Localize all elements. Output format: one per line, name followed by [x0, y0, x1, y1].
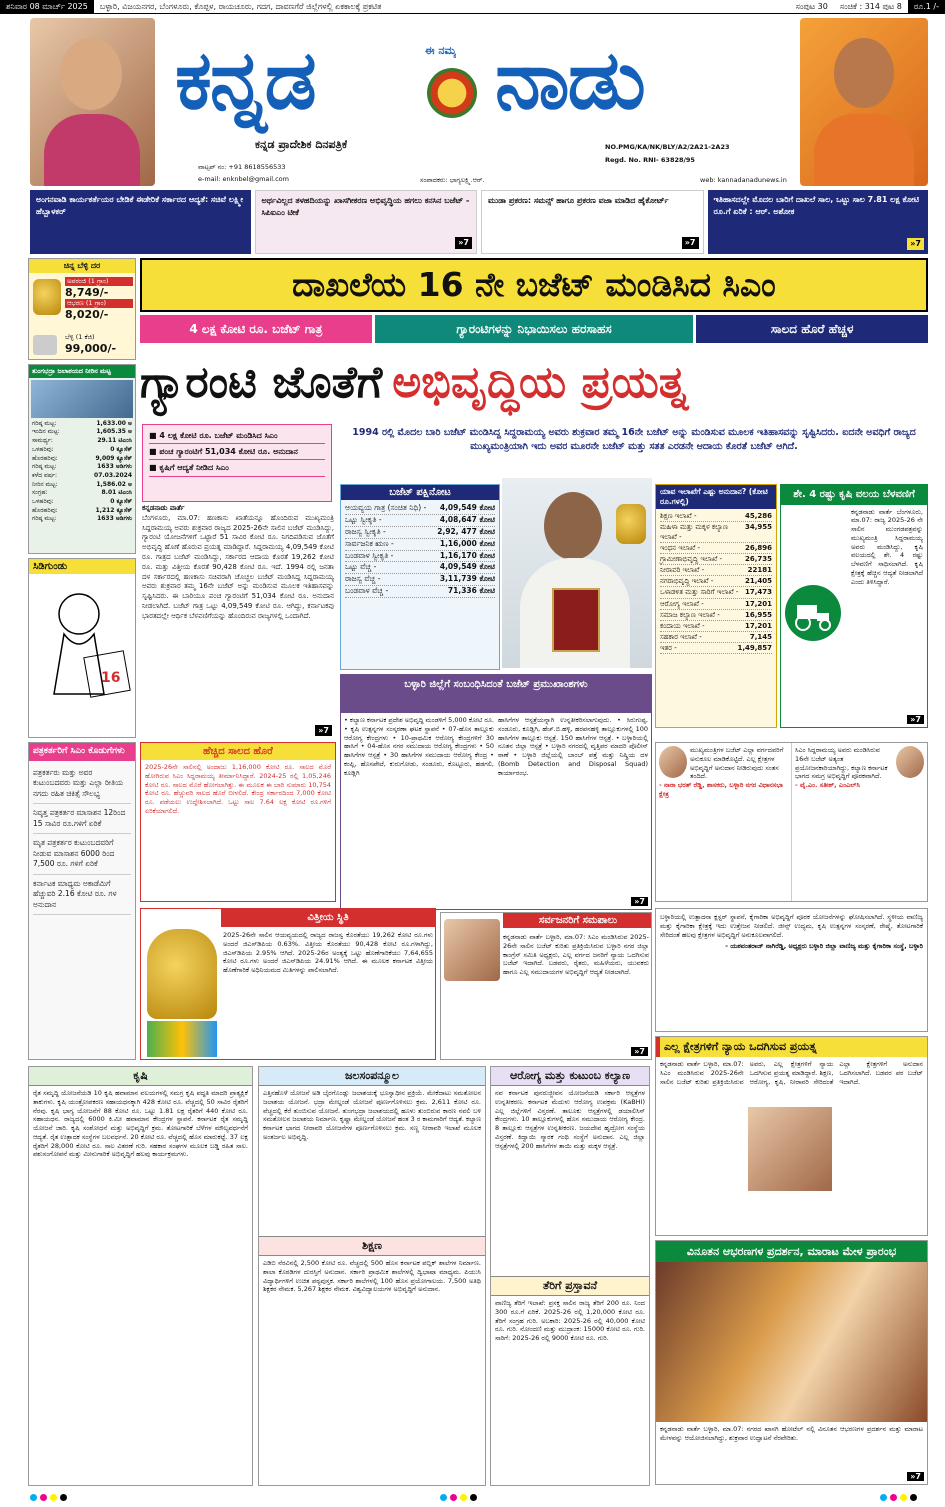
dam-row-value: 1,212 ಕ್ಯೂಸೆಕ್	[95, 506, 132, 514]
volume: ಸಂಪುಟ 30	[795, 2, 828, 11]
dam-row-label: ಹೊರಹರಿವು:	[32, 506, 58, 514]
dept-row-label: ಸಹಕಾರ ಇಲಾಖೆ -	[660, 633, 702, 642]
agri-growth-title: ಶೇ. 4 ರಷ್ಟು ಕೃಷಿ ವಲಯ ಬೆಳವಣಿಗೆ	[781, 485, 927, 505]
teaser-2[interactable]	[255, 190, 478, 254]
justice-box	[655, 1036, 928, 1236]
budget-row-value: 4,09,549 ಕೋಟಿ	[439, 562, 495, 572]
dam-row	[32, 437, 132, 446]
dam-row-value: 29.11 ಟಿಎಂಸಿ	[97, 437, 132, 445]
jewel-body: ಕನ್ನಡನಾಡು ವಾರ್ತೆ ಬಳ್ಳಾರಿ, ಮಾ.07: ನಗರದ ಖಾಸಗಿ ಹೋಟೆಲ್ ನಲ್ಲಿ ವಿನೂತನ ಆಭರಣಗಳ ಪ್ರದರ್ಶನ ಮತ್ತು ಮಾರಾಟ ಮೇಳವನ್ನು ಆಯೋಜಿಸಲಾಗಿದ್ದು, ಶುಕ್ರವಾರ ಉದ್ಘಾಟನೆ ನೆರವೇರಿತು.	[660, 1425, 923, 1443]
dam-row-value: 1,605.35 ಅ	[96, 428, 132, 436]
quote-1	[656, 743, 792, 901]
dam-row-value: 1633 ಅಡಿಗಳು	[97, 515, 132, 523]
dam-row-value: 1633 ಅಡಿಗಳು	[97, 463, 132, 471]
dept-row	[660, 576, 772, 587]
budget-row-value: 3,11,739 ಕೋಟಿ	[439, 574, 495, 584]
dept-row-value: 22181	[747, 566, 772, 575]
dam-row	[32, 428, 132, 437]
teaser-3[interactable]	[481, 190, 704, 254]
budget-row	[345, 503, 495, 515]
dept-row	[660, 632, 772, 643]
tractor-icon	[785, 585, 841, 641]
budget-row-label: ಒಟ್ಟು ವೆಚ್ಚ -	[345, 562, 377, 572]
dept-row-value: 1,49,857	[737, 644, 772, 653]
gold24-label: ಅಪರಂಜಿ (1 ಗ್ರಾಂ)	[65, 277, 133, 286]
health-section-body: ನವ ಕರ್ನಾಟಕ ಪುನರುಜ್ಜೀವನ ಯೋಜನೆಯಡಿ ಸರ್ಕಾರಿ ಆಸ್ಪತ್ರೆಗಳ ಉನ್ನತೀಕರಣ. ಕರ್ನಾಟಕ ಮೆದುಳು ಆರೋಗ್ಯ ಉಪಕ್ರಮ (KaBHI) ಎಲ್ಲ ಜಿಲ್ಲೆಗಳಿಗೆ ವಿಸ್ತರಣೆ. ತಾಲೂಕು ಆಸ್ಪತ್ರೆಗಳಲ್ಲಿ ಡಯಾಲಿಸಿಸ್ ಕೇಂದ್ರಗಳು. 10 ತಾಲ್ಲೂಕುಗಳಲ್ಲಿ ಹೊಸ ಸಮುದಾಯ ಆರೋಗ್ಯ ಕೇಂದ್ರ. 8 ತಾಲ್ಲೂಕು ಆಸ್ಪತ್ರೆಗಳ ಉನ್ನತೀಕರಣ. ಜಯದೇವ ಹೃದ್ರೋಗ ಸಂಸ್ಥೆಯ ವಿಸ್ತರಣೆ. ಕಿದ್ವಾಯಿ ಸ್ಮಾರಕ ಗಂಥಿ ಸಂಸ್ಥೆಗೆ ಅನುದಾನ. ಎಲ್ಲ ಜಿಲ್ಲಾ ಆಸ್ಪತ್ರೆಗಳಲ್ಲಿ 200 ಹಾಸಿಗೆಗಳ ತಾಯಿ ಮತ್ತು ಮಕ್ಕಳ ಆಸ್ಪತ್ರೆ.	[495, 1089, 645, 1150]
social-photo	[444, 919, 500, 981]
dept-row	[660, 543, 772, 554]
reporters-box	[28, 742, 136, 1060]
dam-row-label: ಹೊರಹರಿವು:	[32, 454, 58, 462]
dept-allocation-rows	[656, 509, 776, 657]
debt-title: ಹೆಚ್ಚಿದ ಸಾಲದ ಹೊರೆ	[141, 743, 335, 760]
dam-level-box	[28, 364, 136, 554]
reg-number-2: Regd. No. RNI- 63828/95	[605, 156, 695, 164]
dam-row	[32, 498, 132, 507]
quote-1-text: ಮುಖ್ಯಮಂತ್ರಿಗಳ ಬಜೆಟ್ ಎಲ್ಲಾ ವರ್ಗದವರಿಗೆ ಅನುಕೂಲ ಮಾಡಿಕೊಟ್ಟಿದೆ. ಎಲ್ಲ ಕ್ಷೇತ್ರಗಳ ಅಭಿವೃದ್ಧಿಗೆ ಅನುದಾನ ನೀಡಿರುವುದು ಸಂತಸ ತಂದಿದೆ.	[690, 746, 784, 781]
agri-section-title: ಕೃಷಿ	[29, 1067, 252, 1086]
budget-row-label: ರಾಜಸ್ವ ಸ್ವೀಕೃತಿ -	[345, 526, 386, 536]
ballari-col1: • ಕಲ್ಯಾಣ ಕರ್ನಾಟಕ ಪ್ರದೇಶ ಅಭಿವೃದ್ಧಿ ಮಂಡಳಿಗೆ 5,000 ಕೋಟಿ ರೂ. • ಕೃಷಿ ಉತ್ಪನ್ನಗಳ ಸಂಸ್ಕರಣಾ ಘಟಕ ಸ್ಥಾಪನೆ • 07-ಹೊಸ ತಾಲ್ಲೂಕು ಆರೋಗ್ಯ ಕೇಂದ್ರಗಳು • 10-ಪ್ರಾಥಮಿಕ ಆರೋಗ್ಯ ಕೇಂದ್ರಗಳಿಗೆ 30 ಹಾಸಿಗೆ • 04-ಹೊಸ ನಗರ ಸಮುದಾಯ ಆರೋಗ್ಯ ಕೇಂದ್ರಗಳು • 50 ಹಾಸಿಗೆಗಳ ಆಸ್ಪತ್ರೆ • 30 ಹಾಸಿಗೆಗಳ ಸಮುದಾಯ ಆರೋಗ್ಯ ಕೇಂದ್ರ • ಕಂಪ್ಲಿ, ಹೊಸಪೇಟೆ, ಕುರುಗೋಡು, ಸಂಡೂರು, ಕೊಟ್ಟೂರು, ಹಡಗಲಿ, ಕೂಡ್ಲಿಗಿ	[344, 716, 494, 777]
registration-marks-right	[880, 1494, 917, 1501]
agri-section-body: ರೈತ ಸಮೃದ್ಧಿ ಯೋಜನೆಯಡಿ 10 ಕೃಷಿ ಹವಾಮಾನ ವಲಯಗಳಲ್ಲಿ ಸಮಗ್ರ ಕೃಷಿ ಪದ್ಧತಿ ಮಾದರಿ ಪ್ರಾತ್ಯಕ್ಷಿಕೆ ತಾಕುಗಳು. ಕೃಷಿ ಯಂತ್ರೋಪಕರಣ ಸಹಾಯಧನಕ್ಕಾಗಿ 428 ಕೋಟಿ ರೂ. ವೆಚ್ಚದಲ್ಲಿ 50 ಸಾವಿರ ರೈತರಿಗೆ ನೆರವು. ಕೃಷಿ ಭಾಗ್ಯ ಯೋಜನೆಗೆ 88 ಕೋಟಿ ರೂ. ಒಟ್ಟು 1.81 ಲಕ್ಷ ರೈತರಿಗೆ 440 ಕೋಟಿ ರೂ. ಸಹಾಯಧನ. ರಾಜ್ಯದಲ್ಲಿ 6000 ಕಿ.ಮೀ ಹವಾಮಾನ ಕೇಂದ್ರಗಳ ಸ್ಥಾಪನೆ. ಕರ್ನಾಟಕ ರೈತ ಸಮೃದ್ಧಿ ಯೋಜನೆ ಜಾರಿ. ಕೃಷಿ ಸಂಶೋಧನೆ ಮತ್ತು ಅಭಿವೃದ್ಧಿಗೆ ಕ್ರಮ. ತೋಟಗಾರಿಕೆ ಬೆಳೆಗಳ ಮೌಲ್ಯವರ್ಧನೆಗೆ ಆದ್ಯತೆ. ರೈತ ಉತ್ಪಾದಕ ಸಂಸ್ಥೆಗಳ ಬಲವರ್ಧನೆ. 20 ಕೋಟಿ ರೂ. ವೆಚ್ಚದಲ್ಲಿ ಹೊಸ ಮಾರುಕಟ್ಟೆ. 37 ಲಕ್ಷ ರೈತರಿಗೆ 28,000 ಕೋಟಿ ರೂ. ಸಾಲ ವಿತರಣೆ ಗುರಿ. ಸಹಕಾರ ಸಂಘಗಳ ಮೂಲಕ ಬಡ್ಡಿ ರಹಿತ ಸಾಲ. ಪಶುಸಂಗೋಪನೆ ಮತ್ತು ಮೀನುಗಾರಿಕೆ ಅಭಿವೃದ್ಧಿಗೆ ಹಲವು ಕಾರ್ಯಕ್ರಮಗಳು.	[33, 1089, 248, 1159]
fiscal-title: ವಿತ್ತೀಯ ಸ್ಥಿತಿ	[221, 909, 435, 927]
dam-level-rows	[29, 420, 135, 524]
highlights-box	[142, 424, 332, 502]
gold-rate-box	[28, 258, 136, 360]
budget-row	[345, 562, 495, 574]
masthead-word-nadu: ನಾಡು	[495, 33, 644, 128]
minister-photo-right	[800, 18, 928, 186]
highlights-list	[143, 425, 331, 480]
dept-row-label: ಆರೋಗ್ಯ ಇಲಾಖೆ -	[660, 599, 704, 608]
intro-text: 1994 ರಲ್ಲಿ ಮೊದಲ ಬಾರಿ ಬಜೆಟ್ ಮಂಡಿಸಿದ್ದ ಸಿದ್ದರಾಮಯ್ಯ ಅವರು ಶುಕ್ರವಾರ ತಮ್ಮ 16ನೇ ಬಜೆಟ್ ಅನ್ನು ಮಂಡಿಸುವ ಮೂಲಕ ಇತಿಹಾಸವನ್ನು ಸೃಷ್ಟಿಸಿದರು. ಐದನೇ ಅವಧಿಗೆ ರಾಜ್ಯದ ಮುಖ್ಯಮಂತ್ರಿಯಾಗಿ ಇದು ಅವರ ಮೂರನೇ ಬಜೆಟ್ ಮತ್ತು ಸತತ ಎರಡನೇ ಆದಾಯ ಕೊರತೆ ಬಜೆಟ್ ಆಗಿದೆ.	[352, 427, 916, 453]
justice-photo	[748, 1107, 832, 1191]
jewel-ref: »7	[907, 1472, 924, 1481]
cartoon-title: ಸಿಡಿಗುಂಡು	[29, 559, 135, 574]
karnataka-emblem-icon	[427, 68, 477, 118]
dept-row-value: 26,896	[744, 543, 772, 552]
subhead-2: ಗ್ಯಾರಂಟಿಗಳನ್ನು ನಿಭಾಯಿಸಲು ಹರಸಾಹಸ	[375, 315, 694, 343]
dept-row-value: 17,201	[744, 621, 772, 630]
headline-2-part-a: ಗ್ಯಾರಂಟಿ ಜೊತೆಗೆ	[140, 356, 383, 408]
dam-row-label: ಕಳೆದ ವರ್ಷ:	[32, 471, 58, 479]
budget-row-value: 1,16,000 ಕೋಟಿ	[439, 538, 495, 548]
subhead-3: ಸಾಲದ ಹೊರೆ ಹೆಚ್ಚಳ	[696, 315, 928, 343]
dept-row	[660, 621, 772, 632]
whatsapp-number: ವಾಟ್ಸಪ್ ನಂ: +91 8618556533	[198, 163, 286, 171]
budget-row	[345, 586, 495, 598]
dept-row-value: 17,201	[744, 599, 772, 608]
dept-row-value: 17,473	[744, 588, 772, 597]
social-title: ಸರ್ವಜನರಿಗೆ ಸಮಪಾಲು	[503, 913, 652, 928]
headline-secondary	[140, 346, 928, 418]
dept-row-label: ಶಿಕ್ಷಣ ಇಲಾಖೆ -	[660, 511, 697, 520]
agri-section	[28, 1066, 253, 1486]
dept-row	[660, 610, 772, 621]
quote-1-avatar	[659, 746, 687, 778]
dept-row-value: 16,955	[744, 610, 772, 619]
gold22-label: ಆಭರಣ (1 ಗ್ರಾಂ)	[65, 299, 133, 308]
budget-row-value: 71,336 ಕೋಟಿ	[447, 586, 495, 596]
justice-body: ಕನ್ನಡನಾಡು ವಾರ್ತೆ ಬಳ್ಳಾರಿ, ಮಾ.07: ಸಿಎಂ ಮಂಡಿಸಿರುವ 2025-26ನೇ ಸಾಲಿನ ಬಜೆಟ್ ಕುರಿತು ಪ್ರತಿಕ್ರಿಯಿಸಿರುವ ಅವರು, ಎಲ್ಲ ಕ್ಷೇತ್ರಗಳಿಗೆ ನ್ಯಾಯ ಒದಗಿಸುವ ಪ್ರಯತ್ನ ಮಾಡಿದ್ದಾರೆ. ಶಿಕ್ಷಣ, ಆರೋಗ್ಯ, ಕೃಷಿ, ನೀರಾವರಿ ಸೇರಿದಂತೆ ಎಲ್ಲಾ ಕ್ಷೇತ್ರಗಳಿಗೆ ಅನುದಾನ ಒದಗಿಸಲಾಗಿದೆ. ಬಡವರ ಪರ ಬಜೆಟ್ ಇದಾಗಿದೆ.	[660, 1060, 923, 1086]
cartoon-caption: 16	[101, 670, 121, 686]
ballari-col2: ಹಾಸಿಗೆಗಳ ಆಸ್ಪತ್ರೆಯನ್ನಾಗಿ ಉನ್ನತೀಕರಿಸಲಾಗುವುದು. • ಸಿರುಗುಪ್ಪ, ಸಂಡೂರು, ಕೂಡ್ಲಿಗಿ, ಹೆಚ್.ಬಿ.ಹಳ್ಳಿ, ಹರಪನಹಳ್ಳಿ ತಾಲ್ಲೂಕುಗಳಲ್ಲಿ 100 ಹಾಸಿಗೆಗಳ ತಾಲ್ಲೂಕು ಆಸ್ಪತ್ರೆ. 150 ಹಾಸಿಗೆಗಳ ಆಸ್ಪತ್ರೆ. • ಬಳ್ಳಾರಿಯಲ್ಲಿ ನೂತನ ಜಿಲ್ಲಾ ಆಸ್ಪತ್ರೆ • ಬಳ್ಳಾರಿ ನಗರದಲ್ಲಿ ವೃತ್ತಿಪರ ಮಾದರಿ ಪೊಲೀಸ್ ಠಾಣೆ • ಬಳ್ಳಾರಿ ಜಿಲ್ಲೆಯಲ್ಲಿ ಬಾಂಬ್ ಪತ್ತೆ ಮತ್ತು ನಿಷ್ಕ್ರಿಯ ದಳ (Bomb Detection and Disposal Squad) ಕಾರ್ಯಾರಂಭ.	[498, 716, 648, 777]
budget-row	[345, 539, 495, 551]
teaser-1-text: ಅಂಗನವಾಡಿ ಕಾರ್ಯಕರ್ತೆಯರ ಬೇಡಿಕೆ ಈಡೇರಿಕೆ ಸರ್ಕಾರದ ಆದ್ಯತೆ: ಸಚಿವೆ ಲಕ್ಷ್ಮೀ ಹೆಬ್ಬಾಳಕರ್	[36, 195, 244, 216]
budget-row-value: 4,08,647 ಕೋಟಿ	[439, 514, 495, 524]
subhead-1: 4 ಲಕ್ಷ ಕೋಟಿ ರೂ. ಬಜೆಟ್ ಗಾತ್ರ	[140, 315, 372, 343]
editor-name: ಸಂಪಾದಕರು: ಭಾಗ್ಯಲಕ್ಷ್ಮಿ.ಆರ್.	[420, 176, 485, 184]
reporter-item: ನಿವೃತ್ತ ಪತ್ರಕರ್ತರ ಮಾಸಾಶನ 12ರಿಂದ 15 ಸಾವಿರ ರೂ.ಗಳಿಗೆ ಏರಿಕೆ	[33, 804, 131, 834]
fiscal-money-bag-icon	[147, 929, 217, 1019]
dept-row	[660, 587, 772, 598]
reporter-item: ಮೃತ ಪತ್ರಕರ್ತರ ಕುಟುಂಬದವರಿಗೆ ನೀಡುವ ಮಾಸಾಶನ 6000 ರಿಂದ 7,500 ರೂ. ಗಳಿಗೆ ಏರಿಕೆ	[33, 834, 131, 875]
website: web: kannadanadunews.in	[700, 176, 787, 184]
ballari-box	[340, 674, 652, 910]
budget-table-title: ಬಜೆಟ್ ಪಕ್ಷಿನೋಟ	[341, 485, 499, 500]
dept-row-value: 26,735	[744, 555, 772, 564]
dept-allocation-box	[655, 484, 777, 728]
reporters-list	[29, 761, 135, 919]
quote-2-text: ಸಿಎಂ ಸಿದ್ದರಾಮಯ್ಯ ಅವರು ಮಂಡಿಸಿರುವ 16ನೇ ಬಜೆಟ್ ಅತ್ಯಂತ ಪ್ರಯೋಜನಕಾರಿಯಾಗಿದ್ದು, ಕಲ್ಯಾಣ ಕರ್ನಾಟಕ ಭಾಗದ ಸಮಗ್ರ ಅಭಿವೃದ್ಧಿಗೆ ಪೂರಕವಾಗಿದೆ.	[795, 746, 888, 781]
quote-2	[792, 743, 927, 901]
ballari-title: ಬಳ್ಳಾರಿ ಜಿಲ್ಲೆಗೆ ಸಂಬಂಧಿಸಿದಂತೆ ಬಜೆಟ್ ಪ್ರಮುಖಾಂಶಗಳು	[341, 675, 651, 713]
education-section-body: ಎಡಿಬಿ ನೆರವಿನಲ್ಲಿ 2,500 ಕೋಟಿ ರೂ. ವೆಚ್ಚದಲ್ಲಿ 500 ಹೊಸ ಕರ್ನಾಟಕ ಪಬ್ಲಿಕ್ ಶಾಲೆಗಳ ನಿರ್ಮಾಣ. ಶಾಲಾ ಕೊಠಡಿಗಳ ದುರಸ್ತಿಗೆ ಅನುದಾನ. ಸರ್ಕಾರಿ ಪ್ರಾಥಮಿಕ ಶಾಲೆಗಳಲ್ಲಿ ದ್ವಿಭಾಷಾ ಮಾಧ್ಯಮ. ಪಿಯುಸಿ ವಿದ್ಯಾರ್ಥಿಗಳಿಗೆ ಉಚಿತ ಪಠ್ಯಪುಸ್ತಕ. ಸರ್ಕಾರಿ ಶಾಲೆಗಳಲ್ಲಿ 100 ಹೊಸ ಪ್ರಯೋಗಾಲಯ. 7,500 ಅತಿಥಿ ಶಿಕ್ಷಕರ ನೇಮಕ. 5,267 ಶಿಕ್ಷಕರ ನೇಮಕ. ವಿಶ್ವವಿದ್ಯಾಲಯಗಳ ಅಭಿವೃದ್ಧಿಗೆ ಅನುದಾನ.	[263, 1259, 481, 1294]
dept-row-label: ಗ್ರಾಮೀಣಾಭಿವೃದ್ಧಿ ಇಲಾಖೆ -	[660, 555, 723, 564]
cartoon-drawing	[29, 574, 135, 724]
lead-story	[142, 504, 334, 738]
gold24-price: 8,749/-	[65, 285, 109, 299]
silver-label: ಬೆಳ್ಳಿ (1 ಕೆಜಿ)	[65, 333, 95, 341]
issue-date: ಶನಿವಾರ 08 ಮಾರ್ಚ್ 2025	[0, 0, 94, 13]
teaser-1[interactable]	[30, 190, 251, 254]
budget-row	[345, 527, 495, 539]
fiscal-chart-icon	[147, 1021, 217, 1057]
reporters-title: ಪತ್ರಕರ್ತರಿಗೆ ಸಿಎಂ ಕೊಡುಗೆಗಳು	[29, 743, 135, 761]
dept-row-label: ಕಂದಾಯ ಇಲಾಖೆ -	[660, 621, 705, 630]
dam-row-label: ಒಳಹರಿವು:	[32, 445, 54, 453]
dept-row	[660, 599, 772, 610]
dept-row-label: ಮಹಿಳಾ ಮತ್ತು ಮಕ್ಕಳ ಕಲ್ಯಾಣ ಇಲಾಖೆ -	[660, 522, 728, 541]
highlight-item: ■ ಕೃಷಿಗೆ ಆದ್ಯತೆ ನೀಡಿದ ಸಿಎಂ	[149, 460, 325, 476]
budget-row-value: 4,09,549 ಕೋಟಿ	[439, 503, 495, 512]
reporter-item: ಕರ್ನಾಟಕ ಮಾಧ್ಯಮ ಅಕಾಡೆಮಿಗೆ ಹೆಚ್ಚುವರಿ 2.16 ಕೋಟಿ ರೂ. ಗಳ ಅನುದಾನ	[33, 875, 131, 916]
teaser-4-ref: »7	[907, 238, 924, 250]
highlight-item: ■ ಪಂಚ ಗ್ಯಾರಂಟಿಗೆ 51,034 ಕೋಟಿ ರೂ. ಅನುದಾನ	[149, 444, 325, 460]
budget-row	[345, 574, 495, 586]
registration-marks-center	[440, 1494, 477, 1501]
dam-row	[32, 455, 132, 464]
dept-row-label: ಸಮಾಜ ಕಲ್ಯಾಣ ಇಲಾಖೆ -	[660, 610, 720, 619]
dept-row-value: 21,405	[744, 577, 772, 586]
top-info-bar	[0, 0, 945, 14]
dam-photo	[31, 380, 133, 418]
budget-table	[340, 484, 500, 670]
budget-row-value: 2,92, 477 ಕೋಟಿ	[437, 526, 495, 536]
dam-row-label: ಇಂದಿನ ಮಟ್ಟ:	[32, 428, 60, 436]
chamber-by: - ಯಶವಂತರಾಜ್ ನಾಗಿರೆಡ್ಡಿ, ಅಧ್ಯಕ್ಷರು ಬಳ್ಳಾರಿ ಜಿಲ್ಲಾ ವಾಣಿಜ್ಯ ಮತ್ತು ಕೈಗಾರಿಕಾ ಸಂಸ್ಥೆ, ಬಳ್ಳಾರಿ	[725, 942, 923, 951]
dam-row	[32, 472, 132, 481]
water-section-body: ಎತ್ತಿನಹೊಳೆ ಯೋಜನೆ ಅಡಿ ಬೈರಗೊಂಡ್ಲು ಜಲಾಶಯಕ್ಕೆ ಭೂಸ್ವಾಧೀನ ಪ್ರಕ್ರಿಯೆ. ಮೇಕೆದಾಟು ಸಮತೋಲನ ಜಲಾಶಯ ಯೋಜನೆ. ಭದ್ರಾ ಮೇಲ್ದಂಡೆ ಯೋಜನೆ ಪೂರ್ಣಗೊಳಿಸಲು ಕ್ರಮ. 2,611 ಕೋಟಿ ರೂ. ವೆಚ್ಚದಲ್ಲಿ ಕೆರೆ ತುಂಬಿಸುವ ಯೋಜನೆ. ತುಂಗಭದ್ರಾ ಜಲಾಶಯದಲ್ಲಿ ಹೂಳು ತುಂಬಿರುವ ಕಾರಣ ನವಲಿ ಬಳಿ ಸಮತೋಲನ ಜಲಾಶಯ ನಿರ್ಮಾಣ. ಕೃಷ್ಣಾ ಮೇಲ್ದಂಡೆ ಯೋಜನೆ ಹಂತ 3 ರ ಕಾಮಗಾರಿಗೆ ಆದ್ಯತೆ. ಕಲ್ಯಾಣ ಕರ್ನಾಟಕ ಭಾಗದ ನೀರಾವರಿ ಯೋಜನೆಗಳ ಪೂರ್ಣಗೊಳಿಸಲು ಕ್ರಮ. ಸಣ್ಣ ನೀರಾವರಿ ಇಲಾಖೆ ಮೂಲಕ ಅಂತರ್ಜಲ ಅಭಿವೃದ್ಧಿ.	[263, 1089, 481, 1141]
water-section	[258, 1066, 486, 1486]
issue-number: ಸಂಚಿಕೆ : 314 ಪುಟ 8	[839, 2, 902, 11]
teaser-strip	[30, 190, 928, 254]
dept-row-label: ನೀರಾವರಿ ಇಲಾಖೆ -	[660, 566, 705, 575]
dam-row	[32, 446, 132, 455]
districts-line: ಬಳ್ಳಾರಿ, ವಿಜಯನಗರ, ಬೆಂಗಳೂರು, ಕೊಪ್ಪಳ, ರಾಯಚೂರು, ಗದಗ, ದಾವಣಗೆರೆ ಜಿಲ್ಲೆಗಳಲ್ಲಿ ಏಕಕಾಲಕ್ಕೆ ಪ್ರಕಟಿತ	[99, 2, 382, 11]
social-box	[440, 912, 652, 1060]
gold-rate-title: ಚಿನ್ನ ಬೆಳ್ಳಿ ದರ	[29, 259, 135, 273]
masthead	[165, 22, 775, 142]
dam-row-label: ಗರಿಷ್ಠ ಮಟ್ಟ:	[32, 515, 57, 523]
money-bag-icon	[616, 504, 646, 544]
budget-row	[345, 515, 495, 527]
masthead-subtitle: ಕನ್ನಡ ಪ್ರಾದೇಶಿಕ ದಿನಪತ್ರಿಕೆ	[255, 138, 348, 151]
budget-row-label: ರಾಜಸ್ವ ವೆಚ್ಚ -	[345, 574, 381, 584]
silver-bar-icon	[33, 335, 57, 355]
budget-row-label: ಸಾರ್ವಜನಿಕ ಋಣ -	[345, 538, 394, 548]
budget-row-label: ಬಂಡವಾಳ ಸ್ವೀಕೃತಿ -	[345, 550, 394, 560]
tax-section-title: ತೆರಿಗೆ ಪ್ರಸ್ತಾವನೆ	[491, 1276, 649, 1296]
email-address: e-mail: enknbel@gmail.com	[198, 175, 289, 183]
dam-row	[32, 515, 132, 524]
dam-title: ತುಂಗಭದ್ರಾ ಜಲಾಶಯದ ನೀರಿನ ಮಟ್ಟ	[29, 365, 135, 378]
health-section	[490, 1066, 650, 1486]
fiscal-body: 2025-26ನೇ ಸಾಲಿನ ಆಯವ್ಯಯದಲ್ಲಿ ರಾಜ್ಯದ ರಾಜಸ್ವ ಕೊರತೆಯು 19,262 ಕೋಟಿ ರೂ.ಗಳು ಅಂದರೆ ಜಿಎಸ್‌ಡಿಪಿಯ 0.63%. ವಿತ್ತೀಯ ಕೊರತೆಯು 90,428 ಕೋಟಿ ರೂ.ಗಳಾಗಿದ್ದು, ಜಿಎಸ್‌ಡಿಪಿಯ 2.95% ಆಗಿದೆ. 2025-26ರ ಅಂತ್ಯಕ್ಕೆ ಒಟ್ಟು ಹೊಣೆಗಾರಿಕೆಯು 7,64,655 ಕೋಟಿ ರೂ.ಗಳು ಅಂದರೆ ಜಿಎಸ್‌ಡಿಪಿಯ 24.91% ಆಗಿದೆ. ಈ ಮೂಲಕ ಕರ್ನಾಟಕ ವಿತ್ತೀಯ ಹೊಣೆಗಾರಿಕೆ ಅಧಿನಿಯಮದ ಮಿತಿಗಳನ್ನು ಪಾಲಿಸಲಾಗಿದೆ.	[223, 931, 433, 975]
water-section-title: ಜಲಸಂಪನ್ಮೂಲ	[259, 1067, 485, 1086]
dept-row-label: ಇಂಧನ ಇಲಾಖೆ -	[660, 543, 700, 552]
health-section-title: ಆರೋಗ್ಯ ಮತ್ತು ಕುಟುಂಬ ಕಲ್ಯಾಣ	[491, 1067, 649, 1086]
tax-section-body: ವಾಣಿಜ್ಯ ತೆರಿಗೆ ಇಲಾಖೆ: ಪ್ರಸಕ್ತ ಸಾಲಿನ ರಾಜ್ಯ ತೆರಿಗೆ 200 ರೂ. ನಿಂದ 300 ರೂ.ಗೆ ಏರಿಕೆ. 2025-26 ರಲ್ಲಿ 1,20,000 ಕೋಟಿ ರೂ. ತೆರಿಗೆ ಸಂಗ್ರಹ ಗುರಿ. ಅಬಕಾರಿ: 2025-26 ರಲ್ಲಿ 40,000 ಕೋಟಿ ರೂ. ಗುರಿ. ನೋಂದಣಿ ಮತ್ತು ಮುದ್ರಾಂಕ: 15000 ಕೋಟಿ ರೂ. ಗುರಿ. ಸಾರಿಗೆ: 2025-26 ರಲ್ಲಿ 9000 ಕೋಟಿ ರೂ. ಗುರಿ.	[495, 1299, 645, 1343]
reporter-item: ಪತ್ರಕರ್ತರು ಮತ್ತು ಅವರ ಕುಟುಂಬದವರು ಮತ್ತು ಎಲ್ಲಾ ರೀತಿಯ ನಗದು ರಹಿತ ಚಿಕಿತ್ಸೆ ಸೌಲಭ್ಯ	[33, 764, 131, 805]
teaser-3-ref: »7	[682, 237, 699, 249]
dam-row-value: 1,633.00 ಅ	[96, 419, 132, 427]
fiscal-box	[140, 908, 436, 1060]
silver-price: 99,000/-	[65, 341, 117, 355]
jewel-title: ವಿನೂತನ ಆಭರಣಗಳ ಪ್ರದರ್ಶನ, ಮಾರಾಟ ಮೇಳ ಪ್ರಾರಂಭ	[656, 1241, 927, 1262]
dept-row-label: ಒಳಾಡಳಿತ ಮತ್ತು ಸಾರಿಗೆ ಇಲಾಖೆ -	[660, 588, 739, 597]
subheads-strip	[140, 315, 928, 343]
lead-dateline: ಕನ್ನಡನಾಡು ವಾರ್ತೆ	[142, 504, 185, 512]
quote-2-by: - ವೈ.ಎಂ. ಸತೀಶ್, ಎಂಎಲ್‌ಸಿ	[795, 781, 860, 790]
jewel-box	[655, 1240, 928, 1485]
price: ರೂ.1 /-	[908, 0, 945, 13]
dam-row-value: 1,586.02 ಅ	[96, 480, 132, 488]
jewel-photo	[656, 1262, 927, 1422]
budget-row-label: ಒಟ್ಟು ಸ್ವೀಕೃತಿ -	[345, 514, 382, 524]
dept-row-label: ಇತರ -	[660, 644, 677, 653]
dept-row	[660, 554, 772, 565]
budget-row-label: ಬಂಡವಾಳ ವೆಚ್ಚ -	[345, 586, 389, 596]
chamber-quote-box	[655, 908, 928, 1032]
highlight-item: ■ 4 ಲಕ್ಷ ಕೋಟಿ ರೂ. ಬಜೆಟ್ ಮಂಡಿಸಿದ ಸಿಎಂ	[149, 428, 325, 444]
budget-table-rows	[341, 500, 499, 601]
dept-row-label: ನಗರಾಭಿವೃದ್ಧಿ ಇಲಾಖೆ -	[660, 577, 714, 586]
lead-ref: »7	[315, 725, 332, 736]
registration-marks-left	[30, 1494, 67, 1501]
social-body: ಕನ್ನಡನಾಡು ವಾರ್ತೆ ಬಳ್ಳಾರಿ, ಮಾ.07: ಸಿಎಂ ಮಂಡಿಸಿರುವ 2025-26ನೇ ಸಾಲಿನ ಬಜೆಟ್ ಕುರಿತು ಪ್ರತಿಕ್ರಿಯಿಸಿರುವ ಬಳ್ಳಾರಿ ನಗರ ಜಿಲ್ಲಾ ಕಾಂಗ್ರೆಸ್ ಸಮಿತಿ ಅಧ್ಯಕ್ಷರು, ಎಲ್ಲ ವರ್ಗದ ಜನರಿಗೆ ನ್ಯಾಯ ಒದಗಿಸುವ ಬಜೆಟ್ ಇದಾಗಿದೆ. ಬಡವರು, ರೈತರು, ಮಹಿಳೆಯರು, ಯುವಕರು ಹಾಗೂ ಎಲ್ಲ ಸಮುದಾಯಗಳ ಅಭಿವೃದ್ಧಿಗೆ ಆದ್ಯತೆ ನೀಡಲಾಗಿದೆ.	[503, 933, 649, 977]
minister-photo-left	[30, 18, 155, 186]
cartoon-box	[28, 558, 136, 738]
debt-box	[140, 742, 336, 902]
gold22-price: 8,020/-	[65, 307, 109, 321]
teaser-2-ref: »7	[455, 237, 472, 249]
dam-row-label: ನೀರಿನ ಮಟ್ಟ:	[32, 480, 58, 488]
dam-row-value: 9,009 ಕ್ಯೂಸೆಕ್	[95, 454, 132, 462]
dam-row-label: ಸಾಮರ್ಥ್ಯ:	[32, 437, 53, 445]
dam-row	[32, 420, 132, 429]
quotes-box	[655, 742, 928, 902]
quote-1-by: - ನಾರಾ ಭರತ್ ರೆಡ್ಡಿ, ಶಾಸಕರು, ಬಳ್ಳಾರಿ ನಗರ ವಿಧಾನಸಭಾ ಕ್ಷೇತ್ರ	[659, 781, 783, 798]
dept-row	[660, 522, 772, 543]
ballari-ref: »7	[631, 897, 648, 906]
lead-body: ಬೆಂಗಳೂರು, ಮಾ.07: ಹಣಕಾಸು ಖಾತೆಯನ್ನೂ ಹೊಂದಿರುವ ಮುಖ್ಯಮಂತ್ರಿ ಸಿದ್ದರಾಮಯ್ಯ ಅವರು ಶುಕ್ರವಾರ ರಾಜ್ಯದ 2025-26ನೇ ಸಾಲಿನ ಬಜೆಟ್ ಮಂಡಿಸಿದ್ದು, ಗ್ಯಾರಂಟಿ ಯೋಜನೆಗಳಿಗೆ ಒಟ್ಟಾರೆ 51 ಸಾವಿರ ಕೋಟಿ ರೂ. ನಿಗದಿಪಡಿಸುವ ಜೊತೆಗೆ ಅಭಿವೃದ್ಧಿ ಹೊಣೆ ಹೊರುವ ಪ್ರಯತ್ನ ಮಾಡಿದ್ದಾರೆ. ಸಿದ್ದರಾಮಯ್ಯ 4,09,549 ಕೋಟಿ ರೂ. ಗಾತ್ರದ ಬಜೆಟ್ ಮಂಡಿಸಿದ್ದು, ಸರ್ಕಾರದ ಆದಾಯ ಕೊರತೆ 19,262 ಕೋಟಿ ರೂ. ಮತ್ತು ವಿತ್ತೀಯ ಕೊರತೆ 90,428 ಕೋಟಿ ರೂ. ಇದೆ. 1994 ರಲ್ಲಿ ಜನತಾ ದಳ ಸರ್ಕಾರದಲ್ಲಿ ಹಣಕಾಸು ಸಚಿವರಾಗಿ ಚೊಚ್ಚಲ ಬಜೆಟ್ ಮಂಡಿಸಿದ್ದ ಸಿದ್ದರಾಮಯ್ಯ ಅವರು ಶುಕ್ರವಾರ ತಮ್ಮ 16ನೇ ಬಜೆಟ್ ಅನ್ನು ಮಂಡಿಸುವ ಮೂಲಕ ಇತಿಹಾಸವನ್ನು ಸೃಷ್ಟಿಸಿದರು. ಈ ಬಾರಿಯೂ ಪಂಚ ಗ್ಯಾರಂಟಿಗೆ 51,034 ಕೋಟಿ ರೂ. ಅನುದಾನ ನೀಡಲಾಗಿದೆ. ಬಜೆಟ್ ಗಾತ್ರ ಒಟ್ಟು 4,09,549 ಕೋಟಿ ರೂ. ಆಗಿದ್ದು, ಕರ್ನಾಟಕವು ಭಾರತದಲ್ಲೇ ಆರ್ಥಿಕ ಬೆಳವಣಿಗೆಯನ್ನು ಹೊಂದಿರುವ ರಾಜ್ಯಗಳಲ್ಲಿ ಒಂದಾಗಿದೆ.	[142, 513, 334, 620]
dam-row	[32, 507, 132, 516]
dam-row-value: 07.03.2024	[94, 471, 132, 479]
dept-row-value: 7,145	[749, 633, 772, 642]
dam-row-value: 0 ಕ್ಯೂಸೆಕ್	[110, 497, 132, 505]
cm-budget-photo	[502, 478, 652, 668]
justice-title: ಎಲ್ಲ ಕ್ಷೇತ್ರಗಳಿಗೆ ನ್ಯಾಯ ಒದಗಿಸುವ ಪ್ರಯತ್ನ	[656, 1037, 927, 1057]
agri-ref: »7	[907, 715, 924, 724]
dam-row-label: ಗರಿಷ್ಠ ಮಟ್ಟ:	[32, 463, 57, 471]
dam-row	[32, 463, 132, 472]
agri-growth-body: ಕನ್ನಡನಾಡು ವಾರ್ತೆ ಬೆಂಗಳೂರು, ಮಾ.07: ರಾಜ್ಯ 2025-26 ನೇ ಸಾಲಿನ ಮುಂಗಡಪತ್ರವನ್ನು ಮುಖ್ಯಮಂತ್ರಿ ಸಿದ್ದರಾಮಯ್ಯ ಅವರು ಮಂಡಿಸಿದ್ದು, ಕೃಷಿ ವಲಯದಲ್ಲಿ ಶೇ. 4 ರಷ್ಟು ಬೆಳವಣಿಗೆ ಸಾಧಿಸಲಾಗಿದೆ. ಕೃಷಿ ಕ್ಷೇತ್ರಕ್ಕೆ ಹೆಚ್ಚಿನ ಆದ್ಯತೆ ನೀಡಲಾಗಿದೆ ಎಂದು ತಿಳಿಸಿದ್ದಾರೆ.	[851, 507, 923, 586]
teaser-3-text: ಮುಡಾ ಪ್ರಕರಣ: ಸಮನ್ಸ್ ಹಾಗೂ ಪ್ರಕರಣ ವಜಾ ಮಾಡಿದ ಹೈಕೋರ್ಟ್	[488, 196, 669, 205]
gold-bar-icon	[33, 279, 61, 315]
reg-number-1: NO.PMG/KA/NK/BLY/A2/2A21-2A23	[605, 143, 730, 151]
teaser-2-text: ಅರ್ಥವಿಲ್ಲದ ತಳಹದಿಯನ್ನು ಖಾಸಗೀಕರಣ ಅಭಿವೃದ್ಧಿಯ ಹಗಲು ಕನಸಿನ ಬಜೆಟ್ - ಸಿಪಿಐಎಂ ಟೀಕೆ	[261, 196, 470, 217]
dept-row-value: 34,955	[744, 522, 772, 531]
headline-main: ದಾಖಲೆಯ 16 ನೇ ಬಜೆಟ್ ಮಂಡಿಸಿದ ಸಿಎಂ	[140, 258, 928, 312]
education-section-title: ಶಿಕ್ಷಣ	[259, 1236, 485, 1256]
dam-row-label: ಗರಿಷ್ಠ ಮಟ್ಟ:	[32, 419, 57, 427]
quote-2-avatar	[896, 746, 924, 778]
social-ref: »7	[631, 1047, 648, 1056]
dam-row	[32, 481, 132, 490]
dept-allocation-title: ಯಾವ ಇಲಾಖೆಗೆ ಎಷ್ಟು ಅನುದಾನ? (ಕೋಟಿ ರೂ.ಗಳಲ್ಲಿ)	[656, 485, 776, 509]
dept-row	[660, 511, 772, 522]
dept-row	[660, 565, 772, 576]
dam-row-label: ಒಳಹರಿವು:	[32, 497, 54, 505]
dept-row	[660, 643, 772, 654]
headline-2-part-b: ಅಭಿವೃದ್ಧಿಯ ಪ್ರಯತ್ನ	[392, 356, 689, 408]
masthead-tagline: ಈ ನಮ್ಮ	[425, 44, 457, 57]
dam-row-value: 8.01 ಟಿಎಂಸಿ	[101, 489, 132, 497]
dam-row-value: 0 ಕ್ಯೂಸೆಕ್	[110, 445, 132, 453]
teaser-4-text: ಇತಿಹಾಸದಲ್ಲೇ ಮೊದಲ ಬಾರಿಗೆ ದಾಖಲೆ ಸಾಲ, ಒಟ್ಟು ಸಾಲ 7.81 ಲಕ್ಷ ಕೋಟಿ ರೂ.ಗೆ ಏರಿಕೆ : ಆರ್. ಅಶೋಕ	[713, 195, 920, 216]
masthead-word-kannada: ಕನ್ನಡ	[175, 33, 315, 128]
budget-row-value: 1,16,170 ಕೋಟಿ	[439, 550, 495, 560]
dept-row-value: 45,286	[744, 511, 772, 520]
agri-growth-box	[780, 484, 928, 728]
debt-body: 2025-26ನೇ ಸಾಲಿನಲ್ಲಿ ಅಂದಾಜು 1,16,000 ಕೋಟಿ ರೂ. ಸಾಲದ ಮೊರೆ ಹೋಗಿರುವ ಸಿಎಂ ಸಿದ್ದರಾಮಯ್ಯ ತೀರ್ಮಾನಿಸಿದ್ದಾರೆ. 2024-25 ರಲ್ಲಿ 1,05,246 ಕೋಟಿ ರೂ. ಸಾಲದ ಮೊರೆ ಹೋಗಲಾಗಿತ್ತು. ಈ ಮೂಲಕ ಈ ಬಾರಿ ಸುಮಾರು 10,754 ಕೋಟಿ ರೂ. ಹೆಚ್ಚುವರಿ ಸಾಲದ ಹೊರೆ ಬೀಳಲಿದೆ. ಕೇಂದ್ರ ಸರ್ಕಾರದಿಂದ 7,000 ಕೋಟಿ ರೂ. ಪಡೆಯಲು ಉದ್ದೇಶಿಸಲಾಗಿದೆ. ಒಟ್ಟು ಸಾಲ 7.64 ಲಕ್ಷ ಕೋಟಿ ರೂ.ಗಳಿಗೆ ಏರಿಕೆಯಾಗಲಿದೆ.	[145, 763, 331, 815]
teaser-4[interactable]	[708, 190, 929, 254]
chamber-text: ಬಳ್ಳಾರಿಯಲ್ಲಿ ಉತ್ಪಾದನಾ ಕ್ಲಸ್ಟರ್ ಸ್ಥಾಪನೆ, ಕೈಗಾರಿಕಾ ಅಭಿವೃದ್ಧಿಗೆ ಪೂರಕ ಯೋಜನೆಗಳನ್ನು ಘೋಷಿಸಲಾಗಿದೆ. ಸ್ಥಳೀಯ ವಾಣಿಜ್ಯ ಮತ್ತು ಕೈಗಾರಿಕಾ ಕ್ಷೇತ್ರಕ್ಕೆ ಇದು ಉತ್ತೇಜನ ನೀಡಲಿದೆ. ಜೀನ್ಸ್ ಉದ್ಯಮ, ಕೃಷಿ ಉತ್ಪನ್ನಗಳ ಸಂಸ್ಕರಣೆ, ರೇಷ್ಮೆ, ತೋಟಗಾರಿಕೆ ಸೇರಿದಂತೆ ಹಲವು ಕ್ಷೇತ್ರಗಳ ಅಭಿವೃದ್ಧಿಗೆ ಅನುಕೂಲವಾಗಲಿದೆ.	[660, 913, 923, 939]
dam-row-label: ಸಂಗ್ರಹ:	[32, 489, 48, 497]
budget-row	[345, 551, 495, 563]
budget-row-label: ಆಯವ್ಯಯ ಗಾತ್ರ (ಸಂಚಿತ ನಿಧಿ) -	[345, 503, 427, 512]
dam-row	[32, 489, 132, 498]
